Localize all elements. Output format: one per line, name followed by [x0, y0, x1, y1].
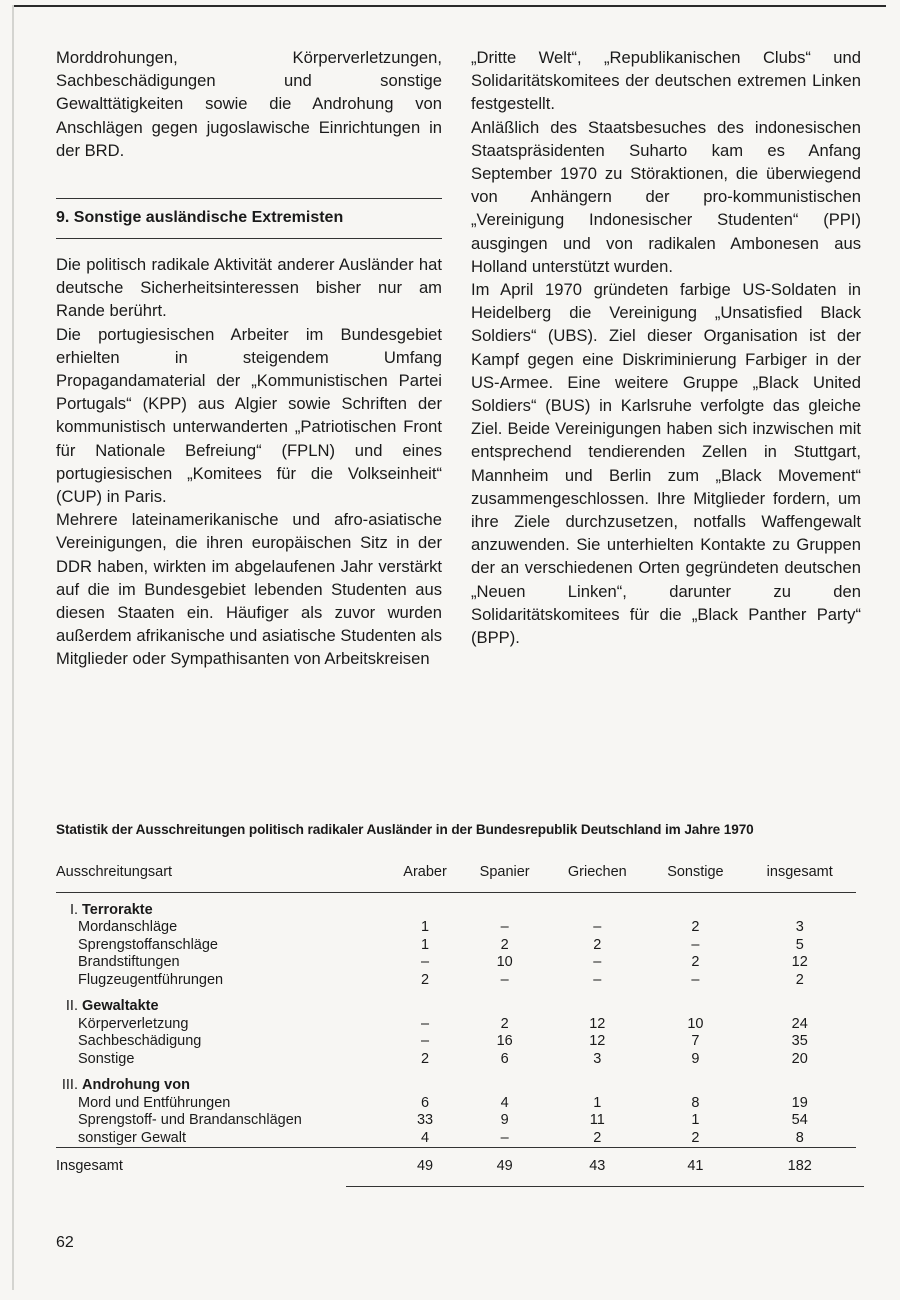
value-cell: 54 [791, 1112, 808, 1128]
value-cell: 35 [791, 1033, 808, 1049]
top-rule [14, 5, 886, 7]
statistics-table-block [56, 822, 864, 1186]
left-column [56, 46, 442, 671]
table-row [56, 1130, 856, 1148]
row-label: Mord und Entführungen [78, 1094, 231, 1111]
value-cell: 3 [795, 919, 804, 935]
table-row [56, 1033, 856, 1051]
value-cell: 3 [593, 1050, 602, 1067]
category-cell [56, 989, 856, 1016]
value-cell: 7 [691, 1033, 700, 1049]
row-label: Körperverletzung [78, 1015, 189, 1032]
value-cell: 2 [593, 936, 602, 953]
left-paragraphs-after [56, 253, 442, 671]
value-cell: 2 [691, 1129, 700, 1146]
value-cell: 6 [500, 1050, 509, 1067]
table-row [56, 1051, 856, 1069]
value-cell: 8 [691, 1094, 700, 1111]
value-cell: 20 [791, 1050, 808, 1067]
total-underline [346, 1186, 864, 1187]
left-paragraphs-before [56, 46, 442, 162]
table-row [56, 937, 856, 955]
row-label: Sachbeschädigung [78, 1033, 202, 1049]
table-header-row [56, 864, 856, 892]
row-label: Flugzeugentführungen [78, 971, 224, 988]
total-value: 49 [416, 1158, 434, 1174]
table-row [56, 954, 856, 972]
section-heading: 9. Sonstige ausländische Extremisten [56, 209, 344, 227]
value-cell: – [421, 1033, 430, 1049]
value-cell: 24 [791, 1015, 808, 1032]
column-header: Ausschreitungsart [56, 864, 173, 880]
page-number: 62 [56, 1234, 74, 1251]
row-label: Mordanschläge [78, 919, 178, 935]
value-cell: 10 [687, 1015, 704, 1032]
column-header: Araber [403, 864, 447, 880]
total-row [56, 1148, 856, 1186]
value-cell: 12 [589, 1033, 606, 1049]
category-row [56, 1068, 856, 1095]
category-row [56, 893, 856, 920]
value-cell: – [593, 919, 602, 935]
value-cell: 33 [416, 1112, 434, 1128]
column-header: Griechen [567, 864, 627, 880]
total-value: 43 [589, 1158, 606, 1174]
value-cell: 2 [593, 1129, 602, 1146]
table-row [56, 1095, 856, 1113]
section-rule-bottom [56, 238, 442, 239]
paragraph: Morddrohungen, Körperverletzungen, Sachbeschädigungen und sonstige Gewalttätigkeiten sowie die Androhung von Anschlägen gegen jugoslawische Einrichtungen in der BRD. [56, 48, 442, 160]
paragraph: Mehrere lateinamerikanische und afro-asiatische Vereinigungen, die ihren europäischen Sitz in der DDR haben, wirkten im abgelaufenen Jahr verstärkt auf die im Bundesgebiet lebenden Studenten aus diesen Staaten ein. Häufiger als zuvor wurden außerdem afrikanische und asiatische Studenten als Mitglieder oder Sympathisanten von Arbeitskreisen [56, 510, 442, 669]
category-numeral: I. [69, 901, 78, 918]
row-label: Sprengstoffanschläge [78, 936, 219, 953]
right-paragraphs [471, 46, 861, 649]
paragraph: Die politisch radikale Aktivität anderer Ausländer hat deutsche Sicherheitsinteressen bisher nur am Rande berührt. [56, 255, 442, 321]
table-body [56, 893, 856, 1186]
row-label: Brandstiftungen [78, 954, 180, 970]
value-cell: 2 [795, 971, 804, 988]
value-cell: 11 [589, 1112, 605, 1128]
total-label: Insgesamt [56, 1158, 123, 1174]
section-9 [56, 198, 442, 239]
column-header: Spanier [479, 864, 530, 880]
value-cell: – [691, 936, 700, 953]
value-cell: 12 [791, 954, 808, 970]
statistics-table [56, 864, 856, 1186]
right-column [471, 46, 861, 649]
value-cell: 19 [791, 1094, 808, 1111]
table-row [56, 1112, 856, 1130]
value-cell: 9 [500, 1112, 509, 1128]
row-label: sonstiger Gewalt [78, 1129, 186, 1146]
row-label: Sonstige [78, 1050, 135, 1067]
page-edge-shadow [12, 5, 14, 1290]
value-cell: 2 [421, 1050, 430, 1067]
section-rule-top [56, 198, 442, 199]
value-cell: 4 [500, 1094, 509, 1111]
value-cell: 2 [421, 971, 430, 988]
value-cell: – [593, 954, 602, 970]
paragraph: Im April 1970 gründeten farbige US-Soldaten in Heidelberg die Vereinigung „Unsatisfied Black Soldiers“ (UBS). Ziel dieser Organisation ist der Kampf gegen eine Diskriminierung Farbiger in der US-Armee. Eine weitere Gruppe „Black United Soldiers“ (BUS) in Karlsruhe verfolgte das gleiche Ziel. Beide Vereinigungen haben sich inzwischen mit entsprechend tendierenden Zellen in Stuttgart, Mannheim und Berlin zum „Black Movement“ zusammengeschlossen. Ihre Mitglieder fordern, um ihre Ziele durchzusetzen, notfalls Waffengewalt anzuwenden. Sie unterhielten Kontakte zu Gruppen der an verschiedenen Orten gegründeten deutschen „Neuen Linken“, darunter zu den Solidaritätskomitees für die „Black Panther Party“ (BPP). [471, 280, 861, 648]
value-cell: 16 [496, 1033, 513, 1049]
value-cell: 2 [500, 1015, 509, 1032]
value-cell: 9 [691, 1050, 700, 1067]
category-cell [56, 893, 856, 920]
total-value: 41 [687, 1158, 704, 1174]
value-cell: – [691, 971, 700, 988]
value-cell: 6 [421, 1094, 430, 1111]
value-cell: – [500, 1129, 509, 1146]
value-cell: 12 [589, 1015, 606, 1032]
value-cell: – [593, 971, 602, 988]
value-cell: – [500, 971, 509, 988]
category-label: Gewaltakte [82, 998, 159, 1014]
value-cell: 1 [691, 1112, 700, 1128]
value-cell: 4 [421, 1129, 430, 1146]
paragraph: Anläßlich des Staatsbesuches des indonesischen Staatspräsidenten Suharto kam es Anfang September 1970 zu Störaktionen, die überwiegend von Anhängern der pro-kommunistischen „Vereinigung Indonesischer Studenten“ (PPI) ausgingen und von radikalen Ambonesen aus Holland unterstützt wurden. [471, 117, 861, 276]
total-value: 182 [787, 1158, 812, 1174]
category-label: Terrorakte [82, 901, 153, 918]
category-row [56, 989, 856, 1016]
value-cell: 2 [691, 954, 700, 970]
table-row [56, 919, 856, 937]
value-cell: 1 [421, 936, 430, 953]
table-row [56, 1016, 856, 1034]
column-header: insgesamt [766, 864, 833, 880]
total-value: 49 [496, 1158, 513, 1174]
value-cell: 8 [795, 1129, 804, 1146]
value-cell: 1 [421, 919, 430, 935]
column-header: Sonstige [667, 864, 724, 880]
value-cell: – [421, 954, 430, 970]
table-row [56, 972, 856, 990]
category-numeral: III. [61, 1077, 78, 1093]
value-cell: 2 [500, 936, 509, 953]
value-cell: 2 [691, 919, 700, 935]
category-cell [56, 1068, 856, 1095]
value-cell: 5 [795, 936, 804, 953]
value-cell: 1 [593, 1094, 602, 1111]
value-cell: – [500, 919, 509, 935]
row-label: Sprengstoff- und Brandanschlägen [78, 1112, 302, 1128]
category-numeral: II. [65, 998, 78, 1014]
table-title: Statistik der Ausschreitungen politisch radikaler Ausländer in der Bundesrepublik Deutschland im Jahre 1970 [56, 822, 754, 837]
value-cell: 10 [496, 954, 513, 970]
paragraph: „Dritte Welt“, „Republikanischen Clubs“ und Solidaritätskomitees der deutschen extremen Linken festgestellt. [471, 48, 861, 114]
paragraph: Die portugiesischen Arbeiter im Bundesgebiet erhielten in steigendem Umfang Propagandamaterial der „Kommunistischen Partei Portugals“ (KPP) aus Algier sowie Schriften der kommunistisch unterwanderten „Patriotischen Front für Nationale Befreiung“ (FPLN) und eines portugiesischen „Komitees für die Volkseinheit“ (CUP) in Paris. [56, 324, 442, 507]
value-cell: – [421, 1015, 430, 1032]
category-label: Androhung von [82, 1077, 190, 1093]
